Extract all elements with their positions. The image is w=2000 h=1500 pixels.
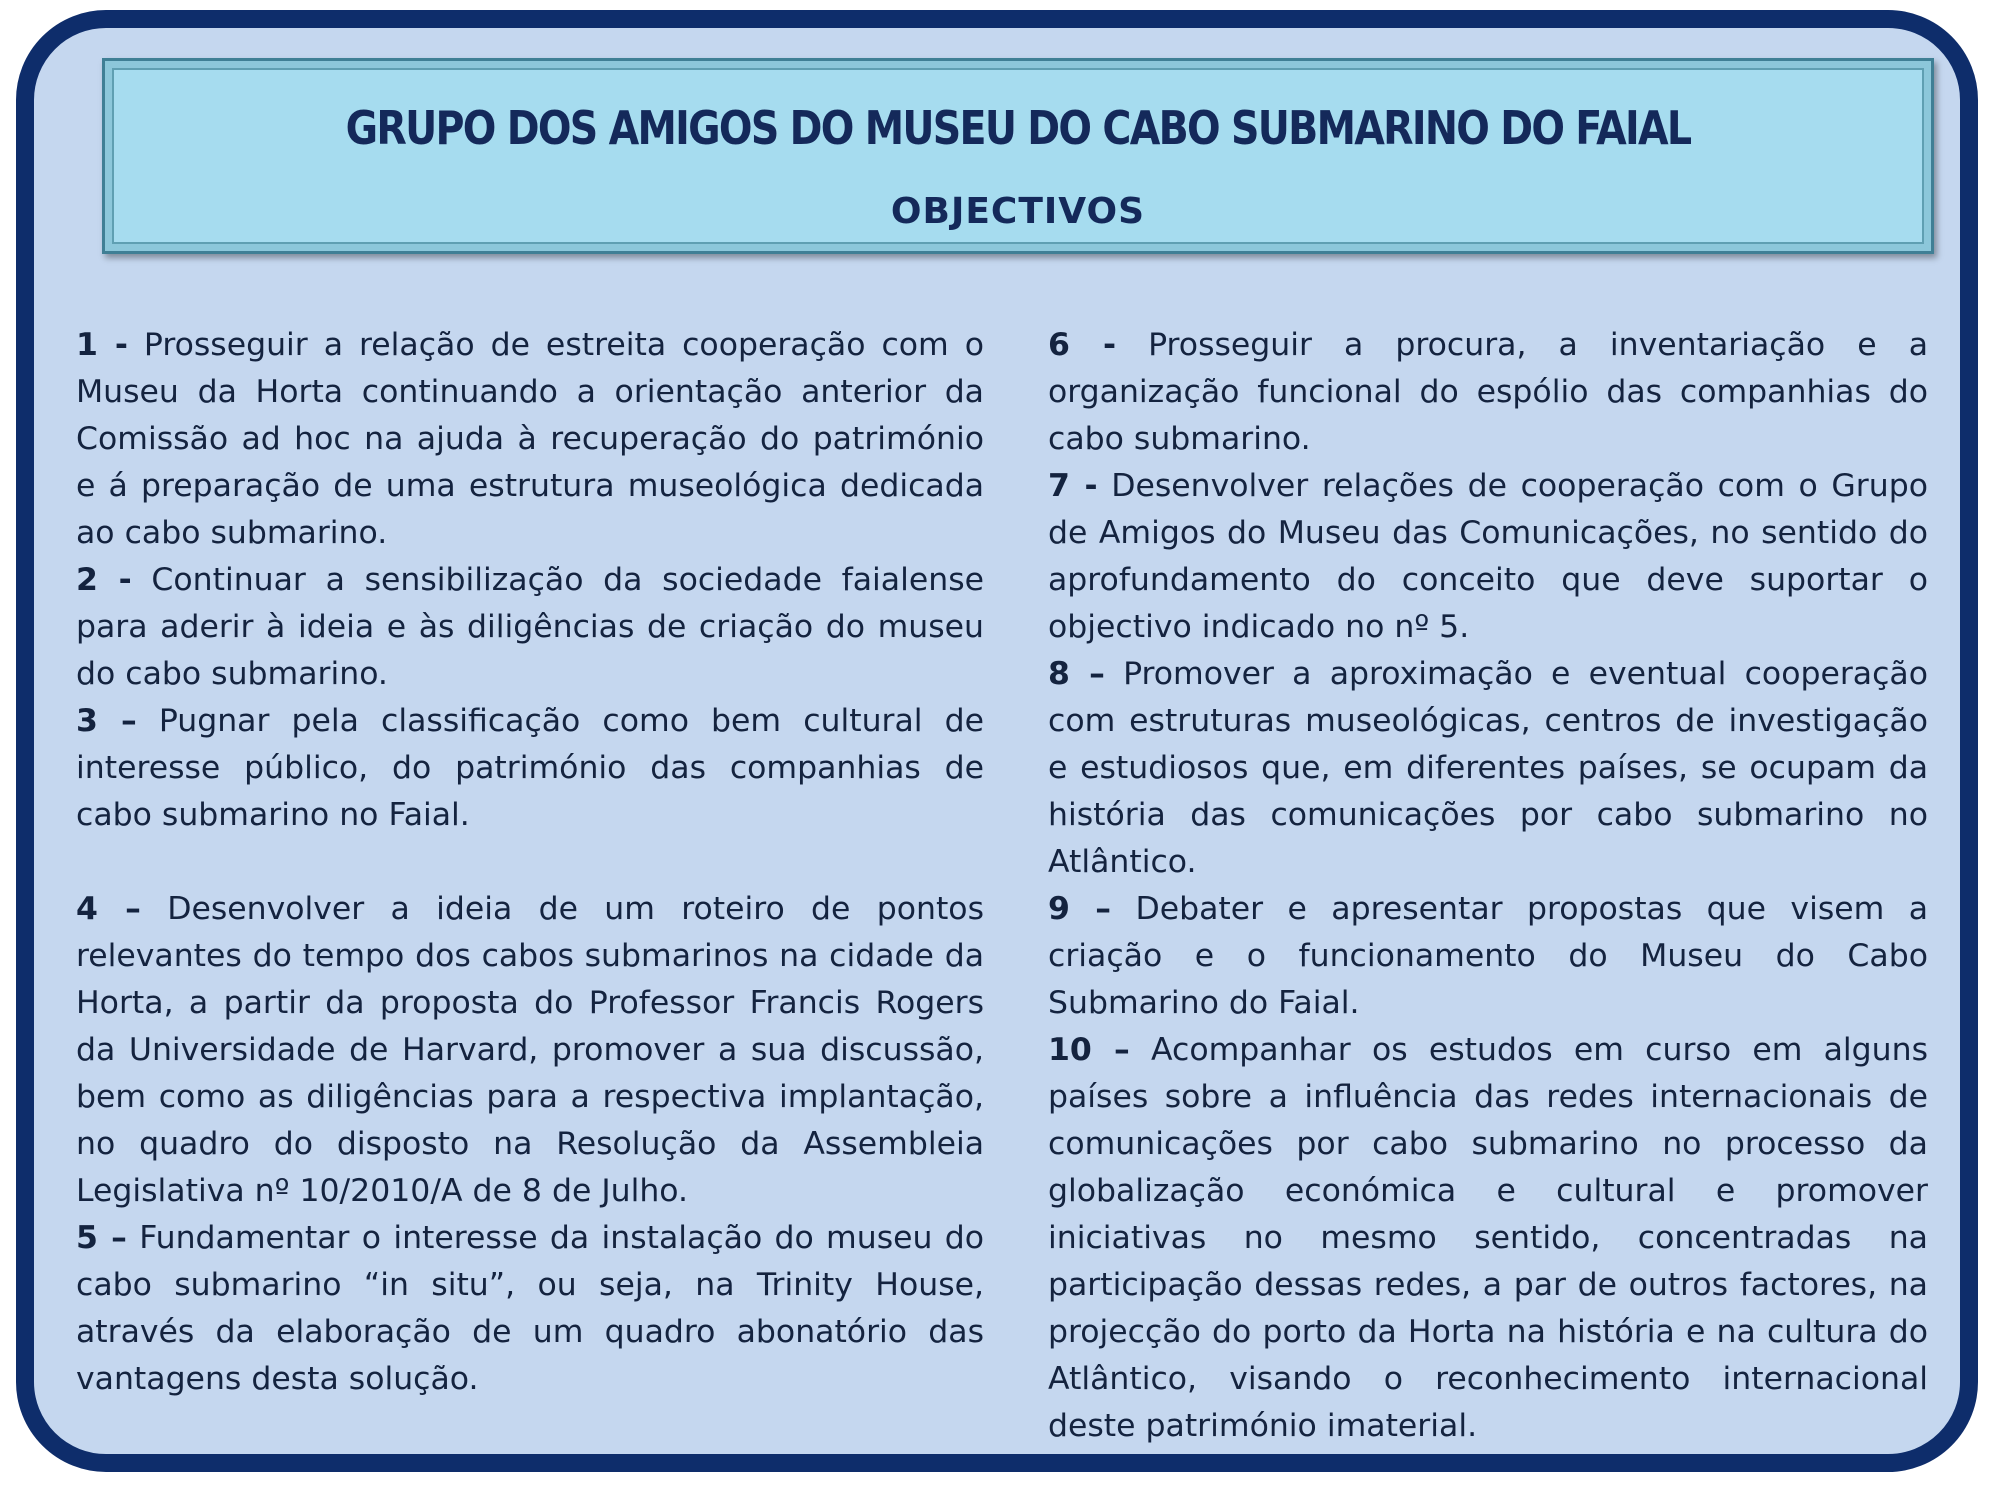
objective-text: Debater e apresentar propostas que visem a criação e o funcionamento do Museu do Cabo Submarino do Faial. [1048, 891, 1929, 1021]
objective-number: 2 - [76, 562, 132, 598]
objective-text: Prosseguir a procura, a inventariação e a organização funcional do espólio das companhias do cabo submarino. [1048, 327, 1928, 457]
objectives-column-left [76, 322, 984, 1403]
objective-text: Promover a aproximação e eventual cooperação com estruturas museológicas, centros de investigação e estudiosos que, em diferentes países, se ocupam da história das comunicações por cabo submarino no Atlântico. [1048, 656, 1928, 880]
objectives-column-right [1048, 322, 1928, 1450]
objective-number: 8 – [1048, 656, 1105, 692]
objective-number: 7 - [1048, 468, 1098, 504]
objective-number: 1 - [76, 327, 128, 363]
objective-number: 4 – [76, 891, 141, 927]
objective-1 [76, 322, 984, 557]
objective-number: 10 – [1048, 1032, 1130, 1068]
objective-8 [1048, 651, 1928, 886]
objective-number: 3 – [76, 703, 137, 739]
objective-text: Prosseguir a relação de estreita cooperação com o Museu da Horta continuando a orientação anterior da Comissão ad hoc na ajuda à recuperação do património e á preparação de uma estrutura museológica dedicada ao cabo submarino. [76, 327, 984, 551]
objective-number: 5 – [76, 1220, 127, 1256]
objective-2 [76, 557, 984, 698]
objective-9 [1048, 886, 1928, 1027]
page-subtitle: OBJECTIVOS [890, 191, 1146, 232]
objective-number: 6 - [1048, 327, 1117, 363]
objective-number: 9 – [1048, 891, 1112, 927]
objective-3 [76, 698, 984, 839]
header-banner [102, 58, 1934, 254]
objective-text: Continuar a sensibilização da sociedade faialense para aderir à ideia e às diligências de criação do museu do cabo submarino. [76, 562, 984, 692]
objective-text: Pugnar pela classificação como bem cultural de interesse público, do património das companhias de cabo submarino no Faial. [76, 703, 985, 833]
page-title: GRUPO DOS AMIGOS DO MUSEU DO CABO SUBMARINO DO FAIAL [345, 101, 1691, 155]
objective-text: Acompanhar os estudos em curso em alguns países sobre a influência das redes internacionais de comunicações por cabo submarino no processo da globalização económica e cultural e promover iniciativas no mesmo sentido, concentradas na participação dessas redes, a par de outros factores, na projecção do porto da Horta na história e na cultura do Atlântico, visando o reconhecimento internacional deste património imaterial. [1048, 1032, 1928, 1444]
objective-text: Desenvolver relações de cooperação com o Grupo de Amigos do Museu das Comunicações, no sentido do aprofundamento do conceito que deve suportar o objectivo indicado no nº 5. [1048, 468, 1928, 645]
paragraph-gap [76, 839, 984, 886]
objective-text: Desenvolver a ideia de um roteiro de pontos relevantes do tempo dos cabos submarinos na cidade da Horta, a partir da proposta do Professor Francis Rogers da Universidade de Harvard, promover a sua discussão, bem como as diligências para a respectiva implantação, no quadro do disposto na Resolução da Assembleia Legislativa nº 10/2010/A de 8 de Julho. [76, 891, 984, 1209]
objective-6 [1048, 322, 1928, 463]
objective-text: Fundamentar o interesse da instalação do museu do cabo submarino “in situ”, ou seja, na Trinity House, através da elaboração de um quadro abonatório das vantagens desta solução. [76, 1220, 985, 1397]
objective-10 [1048, 1027, 1928, 1450]
objective-5 [76, 1215, 984, 1403]
objective-7 [1048, 463, 1928, 651]
objective-4 [76, 886, 984, 1215]
